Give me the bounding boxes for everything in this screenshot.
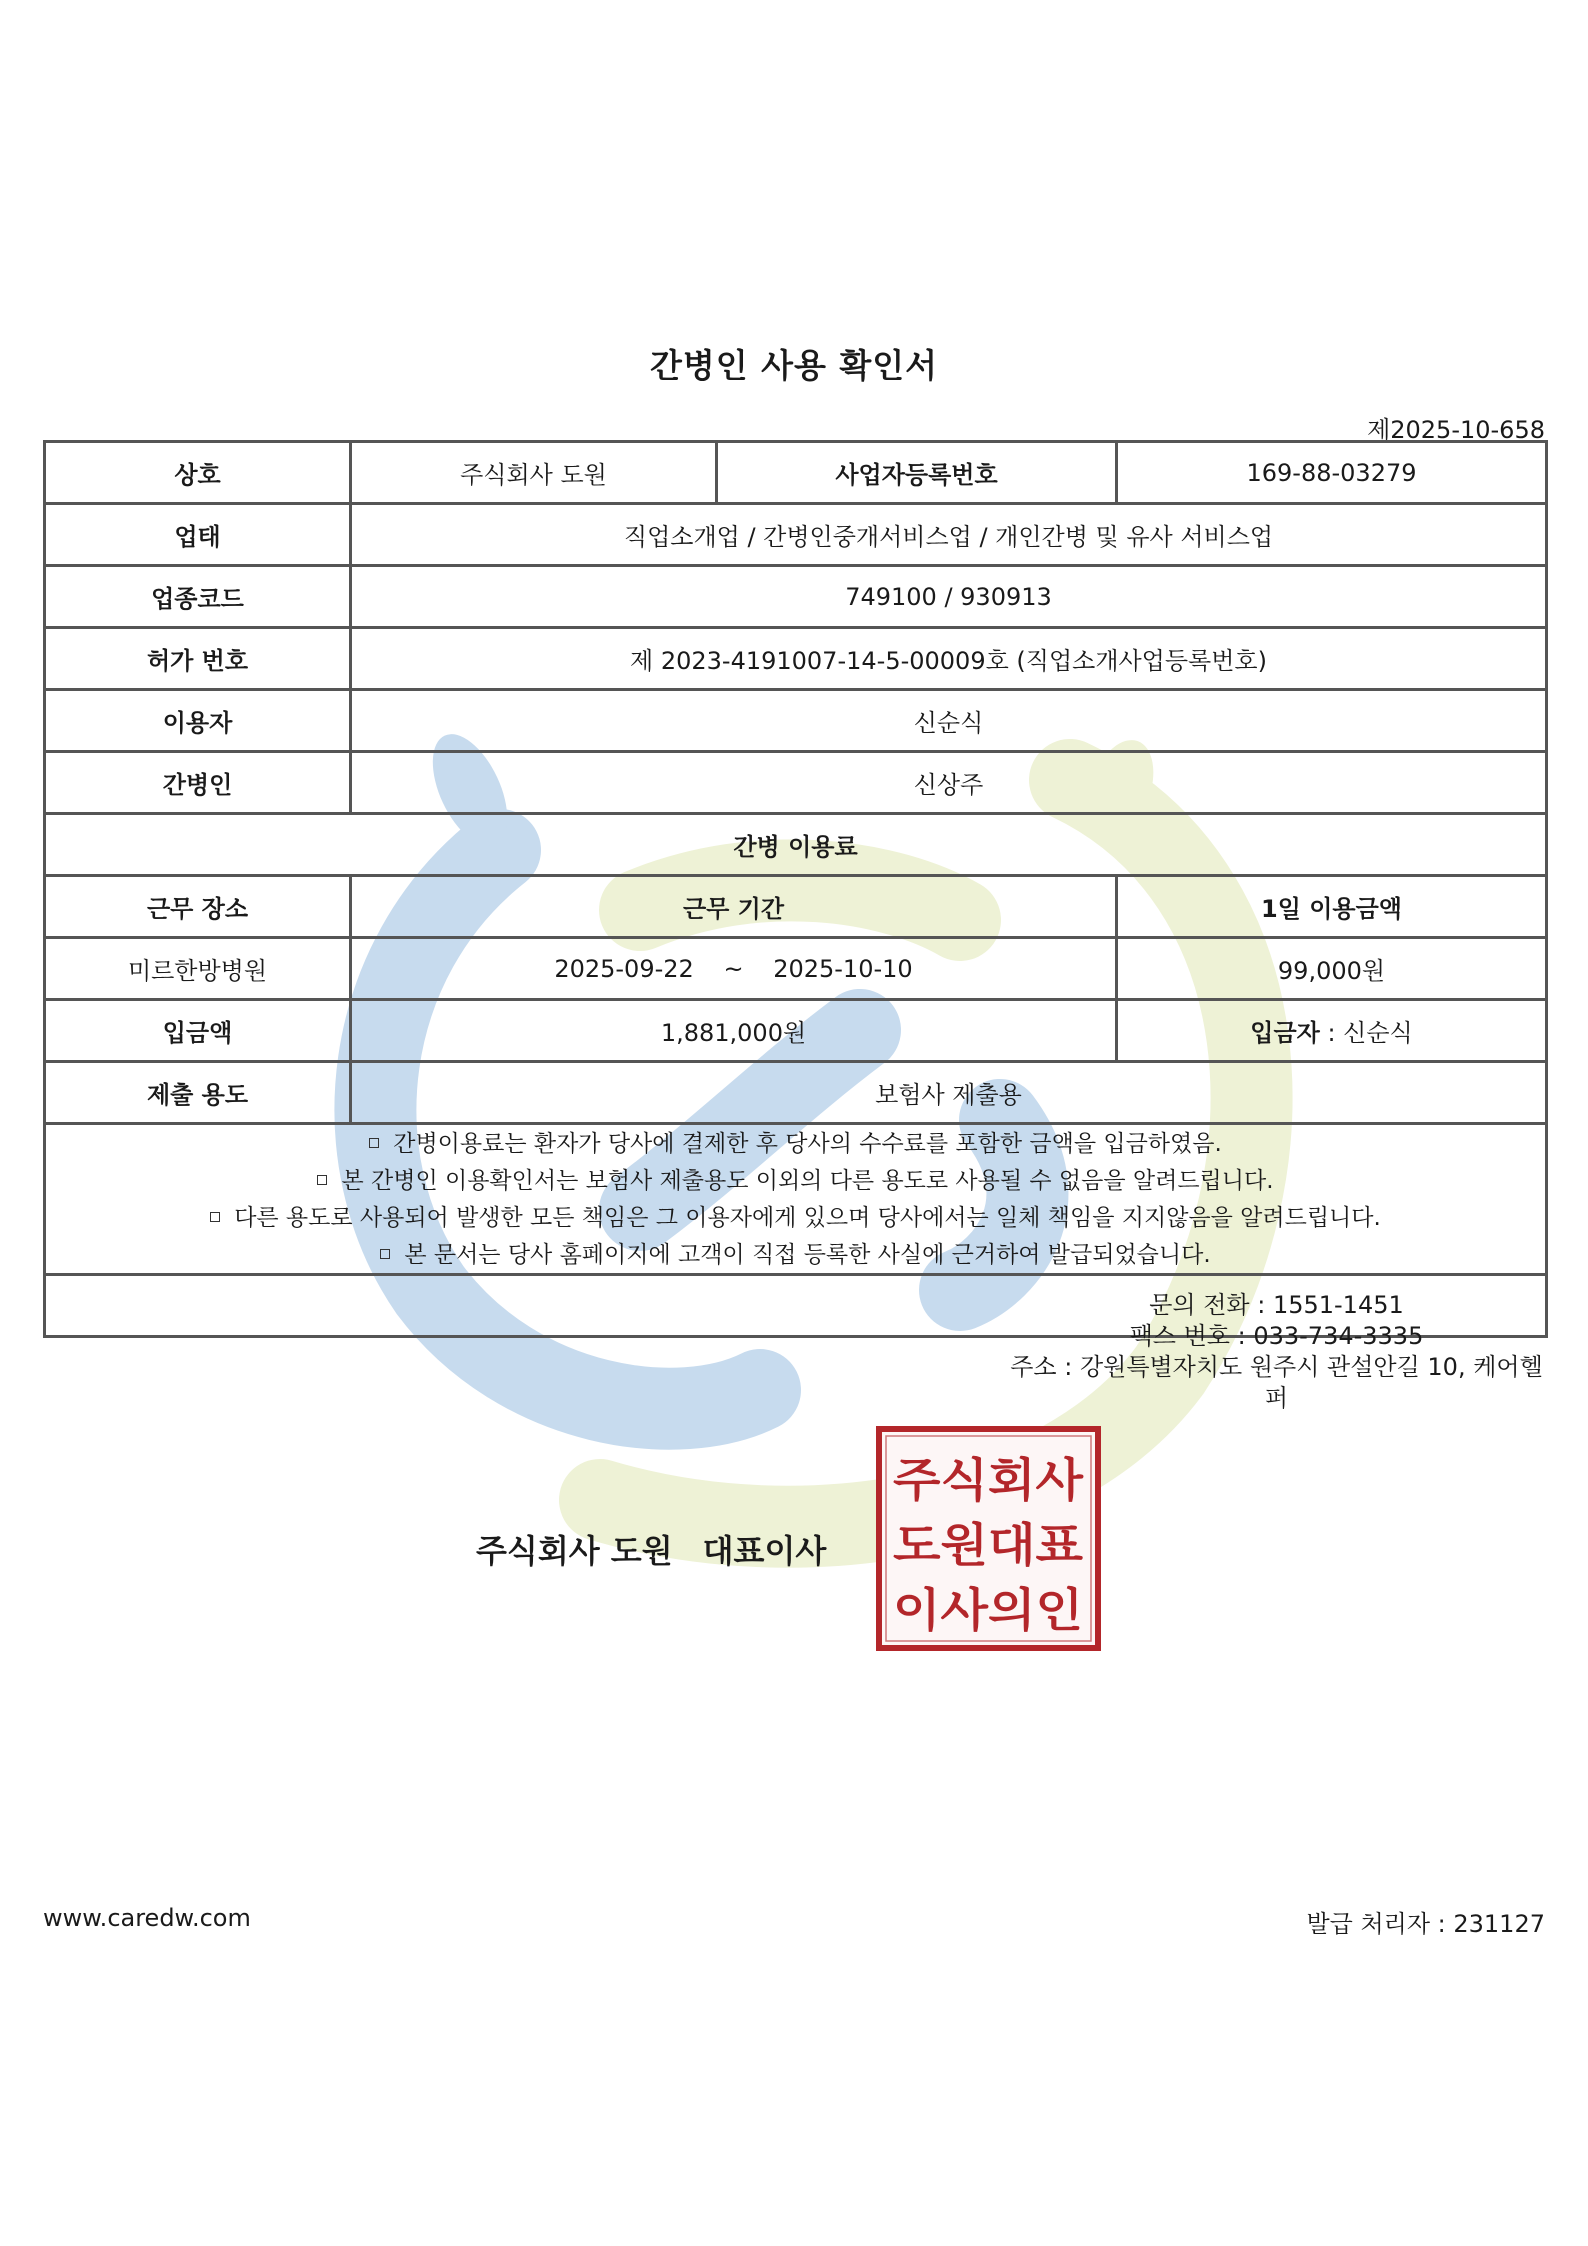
row-user bbox=[45, 690, 1547, 752]
signature-title: 대표이사 bbox=[702, 1532, 827, 1570]
square-bullet-icon bbox=[317, 1175, 327, 1185]
daily-amount-header: 1일 이용금액 bbox=[1117, 876, 1547, 938]
depositor-label: 입금자 bbox=[1250, 1019, 1320, 1047]
signature-cell bbox=[45, 1275, 1547, 1637]
period-separator: ~ bbox=[723, 954, 744, 983]
certificate-table bbox=[43, 440, 1548, 1637]
period-start: 2025-09-22 bbox=[554, 954, 694, 983]
square-bullet-icon bbox=[380, 1249, 390, 1259]
svg-text:주식회사 bbox=[893, 1453, 1084, 1507]
row-deposit bbox=[45, 1000, 1547, 1062]
signature-company: 주식회사 도원 bbox=[476, 1532, 673, 1570]
company-label: 상호 bbox=[45, 442, 351, 504]
row-fee-values bbox=[45, 938, 1547, 1000]
work-period bbox=[351, 938, 1117, 1000]
caregiver-value: 신상주 bbox=[351, 752, 1547, 814]
note-text: 본 문서는 당사 홈페이지에 고객이 직접 등록한 사실에 근거하여 발급되었습니다. bbox=[404, 1242, 1211, 1268]
svg-text:도원대표 bbox=[893, 1518, 1084, 1572]
row-company bbox=[45, 442, 1547, 504]
business-type-label: 업태 bbox=[45, 504, 351, 566]
seal-text-line-2: 도원대표 bbox=[893, 1518, 1084, 1572]
user-label: 이용자 bbox=[45, 690, 351, 752]
contact-phone: 문의 전화 : 1551-1451 bbox=[1149, 1291, 1404, 1319]
contact-address: 주소 : 강원특별자치도 원주시 관설안길 10, 케어헬퍼 bbox=[1010, 1353, 1543, 1412]
fee-section-title: 간병 이용료 bbox=[45, 814, 1547, 876]
row-notes bbox=[45, 1124, 1547, 1275]
note-text: 간병이용료는 환자가 당사에 결제한 후 당사의 수수료를 포함한 금액을 입금하였음. bbox=[393, 1131, 1222, 1157]
row-fee-headers bbox=[45, 876, 1547, 938]
work-place: 미르한방병원 bbox=[45, 938, 351, 1000]
period-header: 근무 기간 bbox=[351, 876, 1117, 938]
square-bullet-icon bbox=[210, 1212, 220, 1222]
daily-amount: 99,000원 bbox=[1117, 938, 1547, 1000]
seal-text-line-3: 이사의인 bbox=[893, 1583, 1083, 1637]
depositor-value: 신순식 bbox=[1343, 1019, 1413, 1047]
document-title: 간병인 사용 확인서 bbox=[649, 346, 938, 385]
contact-fax: 팩스 번호 : 033-734-3335 bbox=[1129, 1322, 1424, 1350]
license-label: 허가 번호 bbox=[45, 628, 351, 690]
company-value: 주식회사 도원 bbox=[351, 442, 717, 504]
company-seal bbox=[876, 1426, 1101, 1651]
website-link[interactable]: www.caredw.com bbox=[43, 1904, 251, 1932]
row-caregiver bbox=[45, 752, 1547, 814]
contact-info bbox=[1008, 1290, 1545, 1414]
user-value: 신순식 bbox=[351, 690, 1547, 752]
square-bullet-icon bbox=[369, 1138, 379, 1148]
svg-text:이사의인 bbox=[893, 1583, 1083, 1637]
reg-number-value: 169-88-03279 bbox=[1117, 442, 1547, 504]
deposit-amount: 1,881,000원 bbox=[351, 1000, 1117, 1062]
deposit-label: 입금액 bbox=[45, 1000, 351, 1062]
note-item bbox=[46, 1236, 1545, 1273]
seal-text-line-1: 주식회사 bbox=[893, 1453, 1084, 1507]
issuer-info: 발급 처리자 : 231127 bbox=[1306, 1910, 1545, 1938]
note-item bbox=[46, 1199, 1545, 1236]
note-item bbox=[46, 1162, 1545, 1199]
caregiver-label: 간병인 bbox=[45, 752, 351, 814]
license-value: 제 2023-4191007-14-5-00009호 (직업소개사업등록번호) bbox=[351, 628, 1547, 690]
reg-number-label: 사업자등록번호 bbox=[717, 442, 1117, 504]
signature-line bbox=[476, 1526, 826, 1572]
row-fee-section bbox=[45, 814, 1547, 876]
row-purpose bbox=[45, 1062, 1547, 1124]
depositor bbox=[1117, 1000, 1547, 1062]
document-number: 제2025-10-658 bbox=[1367, 416, 1545, 444]
depositor-separator: : bbox=[1319, 1019, 1344, 1047]
business-code-value: 749100 / 930913 bbox=[351, 566, 1547, 628]
note-text: 다른 용도로 사용되어 발생한 모든 책임은 그 이용자에게 있으며 당사에서는 일체 책임을 지지않음을 알려드립니다. bbox=[234, 1205, 1381, 1231]
row-footer bbox=[45, 1275, 1547, 1337]
row-license bbox=[45, 628, 1547, 690]
note-text: 본 간병인 이용확인서는 보험사 제출용도 이외의 다른 용도로 사용될 수 없음을 알려드립니다. bbox=[341, 1168, 1274, 1194]
business-type-value: 직업소개업 / 간병인중개서비스업 / 개인간병 및 유사 서비스업 bbox=[351, 504, 1547, 566]
purpose-label: 제출 용도 bbox=[45, 1062, 351, 1124]
period-end: 2025-10-10 bbox=[773, 954, 913, 983]
row-business-type bbox=[45, 504, 1547, 566]
purpose-value: 보험사 제출용 bbox=[351, 1062, 1547, 1124]
place-header: 근무 장소 bbox=[45, 876, 351, 938]
business-code-label: 업종코드 bbox=[45, 566, 351, 628]
note-item bbox=[46, 1125, 1545, 1162]
notes-cell bbox=[45, 1124, 1547, 1275]
row-business-code bbox=[45, 566, 1547, 628]
